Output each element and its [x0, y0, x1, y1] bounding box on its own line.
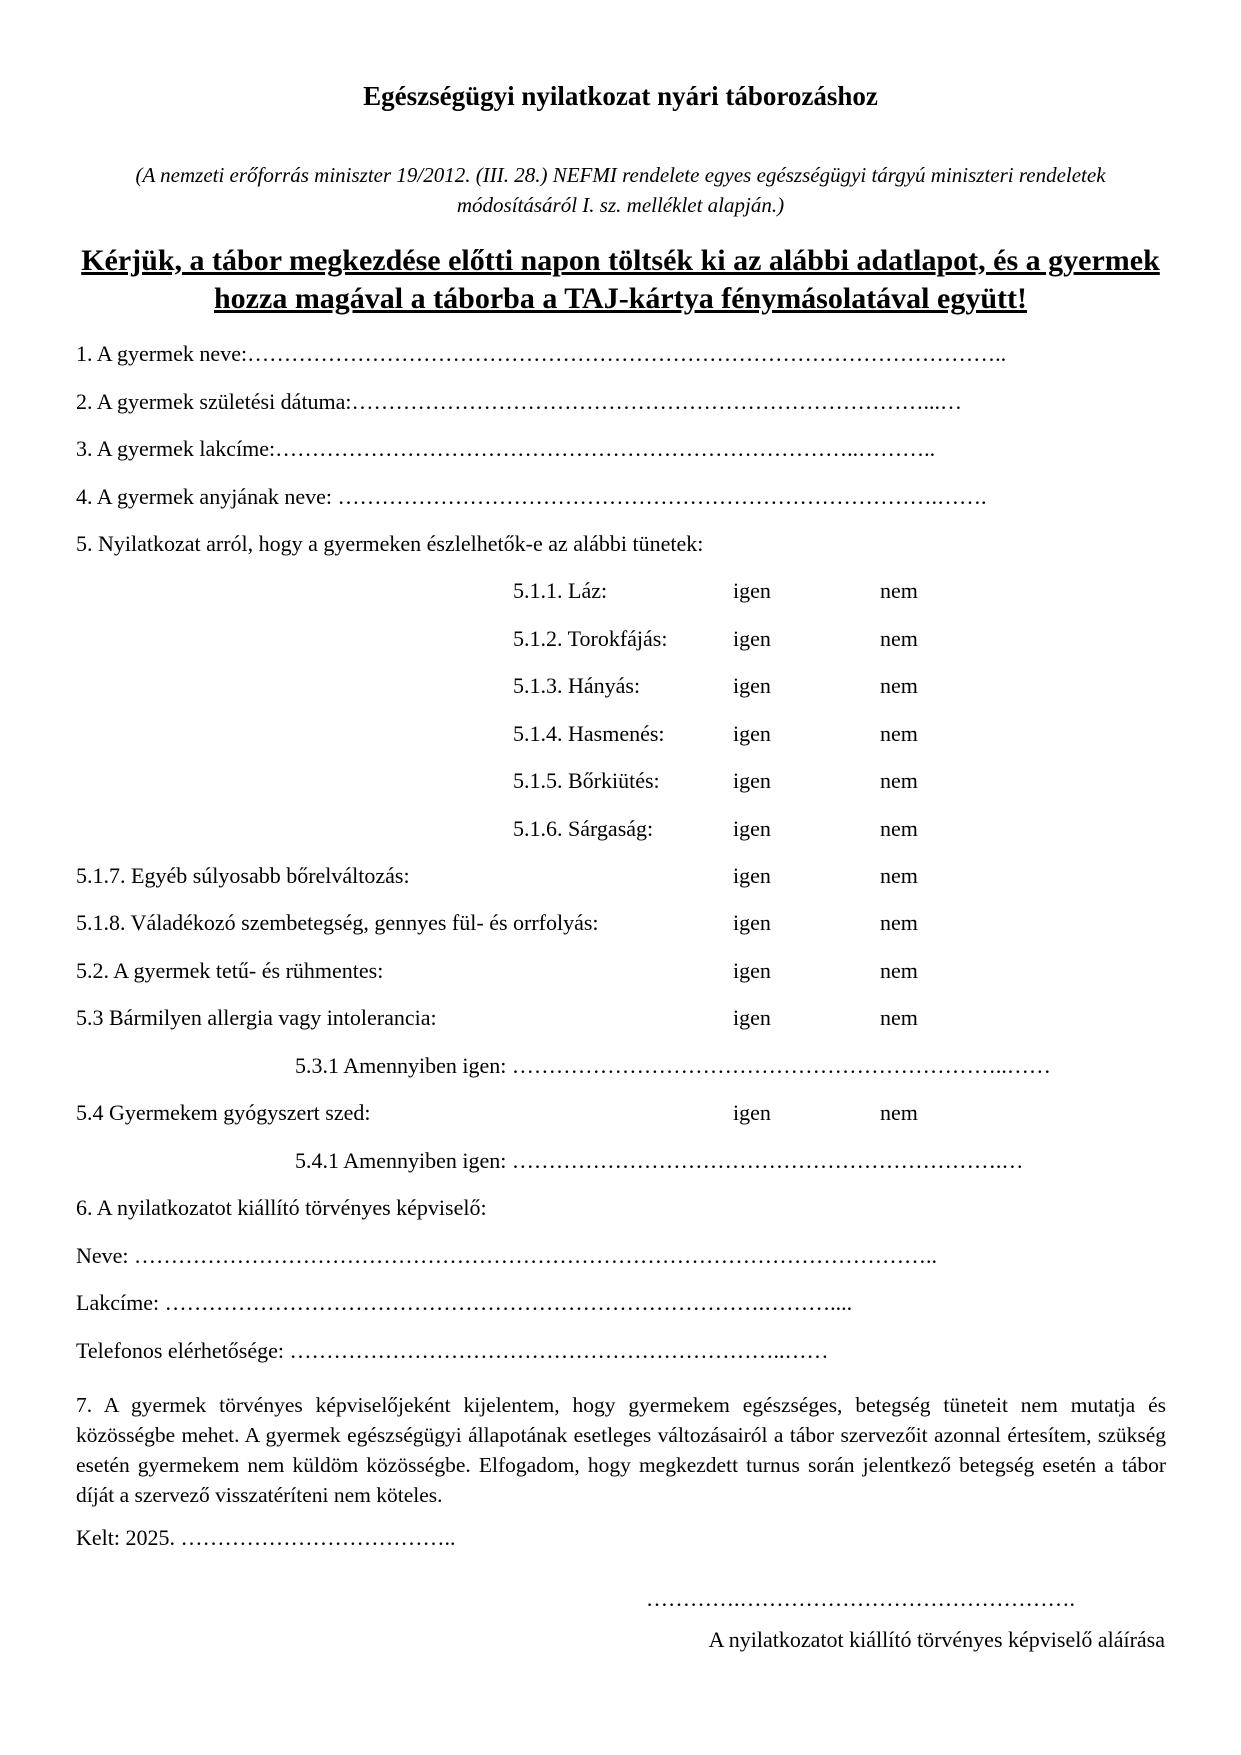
instruction-notice: Kérjük, a tábor megkezdése előtti napon töltsék ki az alábbi adatlapot, és a gyermek hozza magával a táborba a TAJ-kártya fénymásolatával együtt!: [81, 244, 1160, 315]
birth-date-field[interactable]: 2. A gyermek születési dátuma:……………………………………………………………………...…: [76, 389, 963, 414]
symptom-label-medication: 5.4 Gyermekem gyógyszert szed:: [76, 1100, 371, 1125]
declaration-paragraph: 7. A gyermek törvényes képviselőjeként kijelentem, hogy gyermekem egészséges, betegség tüneteit nem mutatja és közösségbe mehet. A gyermek egészségügyi állapotának esetleges változásairól a tábor szervezőit azonnal értesítem, szükség esetén gyermekem nem küldöm közösségbe. Elfogadom, hogy megkezdett turnus során jelentkező betegség esetén a tábor díját a szervező visszatéríteni nem köteles.: [76, 1393, 1166, 1507]
option-yes-jaundice[interactable]: igen: [733, 816, 771, 841]
symptom-label-allergy: 5.3 Bármilyen allergia vagy intolerancia:: [76, 1005, 437, 1030]
option-no-jaundice[interactable]: nem: [880, 816, 918, 841]
option-no-vomiting[interactable]: nem: [880, 673, 918, 698]
option-no-sore-throat[interactable]: nem: [880, 626, 918, 651]
option-yes-diarrhea[interactable]: igen: [733, 721, 771, 746]
option-yes-allergy[interactable]: igen: [733, 1005, 771, 1030]
option-yes-rash[interactable]: igen: [733, 768, 771, 793]
symptom-label-sore-throat: 5.1.2. Torokfájás:: [513, 626, 668, 651]
child-name-field[interactable]: 1. A gyermek neve:…………………………………………………………………………………………..: [76, 341, 1007, 366]
symptom-label-jaundice: 5.1.6. Sárgaság:: [513, 816, 654, 841]
signature-label: A nyilatkozatot kiállító törvényes képviselő aláírása: [708, 1627, 1165, 1652]
guardian-heading: 6. A nyilatkozatot kiállító törvényes képviselő:: [76, 1195, 487, 1220]
guardian-phone-field[interactable]: Telefonos elérhetősége: …………………………………………………………..……: [76, 1338, 829, 1363]
medication-detail-field[interactable]: 5.4.1 Amennyiben igen: ………………………………………………………….…: [295, 1148, 1024, 1173]
symptom-label-lice-scabies: 5.2. A gyermek tetű- és rühmentes:: [76, 958, 384, 983]
option-no-medication[interactable]: nem: [880, 1100, 918, 1125]
child-address-field[interactable]: 3. A gyermek lakcíme:……………………………………………………………………..………..: [76, 436, 936, 461]
option-yes-skin-change[interactable]: igen: [733, 863, 771, 888]
symptoms-intro: 5. Nyilatkozat arról, hogy a gyermeken észlelhetők-e az alábbi tünetek:: [76, 531, 704, 556]
option-yes-eye-ear-nose[interactable]: igen: [733, 910, 771, 935]
mother-name-field[interactable]: 4. A gyermek anyjának neve: ……………………………………………………………………….…….: [76, 484, 987, 509]
option-yes-lice-scabies[interactable]: igen: [733, 958, 771, 983]
guardian-name-field[interactable]: Neve: ………………………………………………………………………………………………..: [76, 1243, 938, 1268]
signature-line[interactable]: ………….……………………………………….: [646, 1586, 1075, 1611]
option-yes-sore-throat[interactable]: igen: [733, 626, 771, 651]
option-no-eye-ear-nose[interactable]: nem: [880, 910, 918, 935]
option-no-diarrhea[interactable]: nem: [880, 721, 918, 746]
symptom-label-skin-change: 5.1.7. Egyéb súlyosabb bőrelváltozás:: [76, 863, 410, 888]
option-yes-fever[interactable]: igen: [733, 578, 771, 603]
option-yes-vomiting[interactable]: igen: [733, 673, 771, 698]
symptom-label-fever: 5.1.1. Láz:: [513, 578, 608, 603]
symptom-label-diarrhea: 5.1.4. Hasmenés:: [513, 721, 665, 746]
symptom-label-rash: 5.1.5. Bőrkiütés:: [513, 768, 660, 793]
option-no-rash[interactable]: nem: [880, 768, 918, 793]
option-no-lice-scabies[interactable]: nem: [880, 958, 918, 983]
date-field[interactable]: Kelt: 2025. ………………………………..: [76, 1525, 456, 1550]
option-yes-medication[interactable]: igen: [733, 1100, 771, 1125]
symptom-label-vomiting: 5.1.3. Hányás:: [513, 673, 641, 698]
option-no-fever[interactable]: nem: [880, 578, 918, 603]
option-no-allergy[interactable]: nem: [880, 1005, 918, 1030]
legal-reference: (A nemzeti erőforrás miniszter 19/2012. (III. 28.) NEFMI rendelete egyes egészségügyi tárgyú miniszteri rendeletek módosításáról I. sz. melléklet alapján.): [135, 163, 1106, 217]
allergy-detail-field[interactable]: 5.3.1 Amennyiben igen: …………………………………………………………..……: [295, 1053, 1051, 1078]
option-no-skin-change[interactable]: nem: [880, 863, 918, 888]
guardian-address-field[interactable]: Lakcíme: ……………………………………………………………………….………....: [76, 1290, 853, 1315]
symptom-label-eye-ear-nose: 5.1.8. Váladékozó szembetegség, gennyes fül- és orrfolyás:: [76, 910, 599, 935]
document-title: Egészségügyi nyilatkozat nyári táborozáshoz: [363, 81, 878, 111]
